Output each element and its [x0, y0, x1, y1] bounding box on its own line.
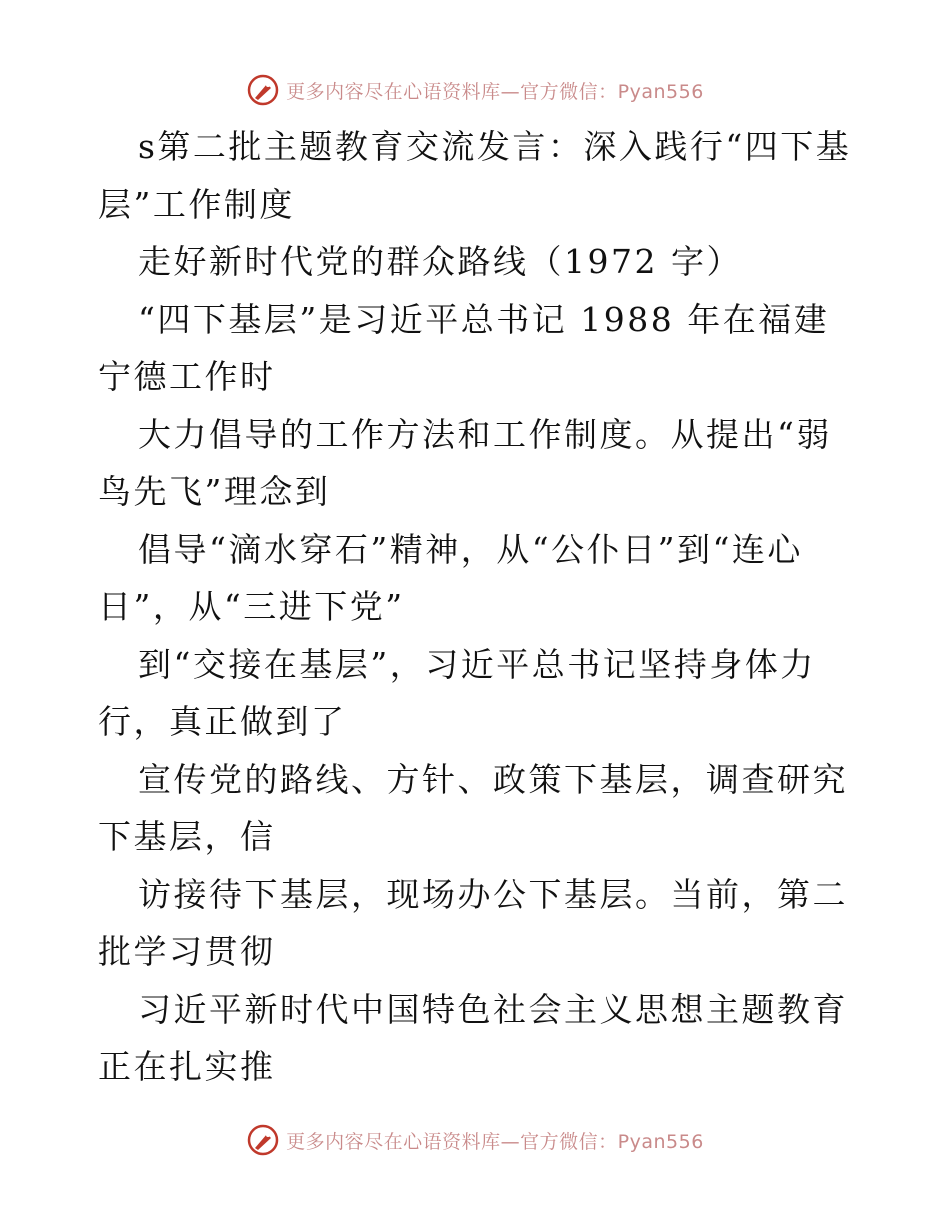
- document-body: [98, 118, 858, 1096]
- paragraph: 倡导“滴水穿石”精神，从“公仆日”到“连心日”，从“三进下党”: [98, 529, 803, 626]
- paragraph: 大力倡导的工作方法和工作制度。从提出“弱鸟先飞”理念到: [98, 414, 832, 511]
- footer-watermark: [0, 1120, 950, 1160]
- paragraph: “四下基层”是习近平总书记 1988 年在福建宁德工作时: [98, 299, 830, 396]
- paragraph: 到“交接在基层”，习近平总书记坚持身体力行，真正做到了: [98, 644, 816, 741]
- paragraph: 访接待下基层，现场办公下基层。当前，第二批学习贯彻: [98, 874, 848, 971]
- pen-nib-logo-icon: [246, 1123, 280, 1157]
- watermark-text: 更多内容尽在心语资料库—官方微信：Pyan556: [286, 1130, 704, 1153]
- paragraph: 习近平新时代中国特色社会主义思想主题教育正在扎实推: [98, 989, 848, 1086]
- pen-nib-logo-icon: [246, 73, 280, 107]
- header-watermark: [0, 70, 950, 110]
- paragraph: s第二批主题教育交流发言：深入践行“四下基层”工作制度: [98, 127, 852, 224]
- watermark-text: 更多内容尽在心语资料库—官方微信：Pyan556: [286, 80, 704, 103]
- paragraph: 宣传党的路线、方针、政策下基层，调查研究下基层，信: [98, 759, 848, 856]
- paragraph: 走好新时代党的群众路线（1972 字）: [138, 242, 742, 281]
